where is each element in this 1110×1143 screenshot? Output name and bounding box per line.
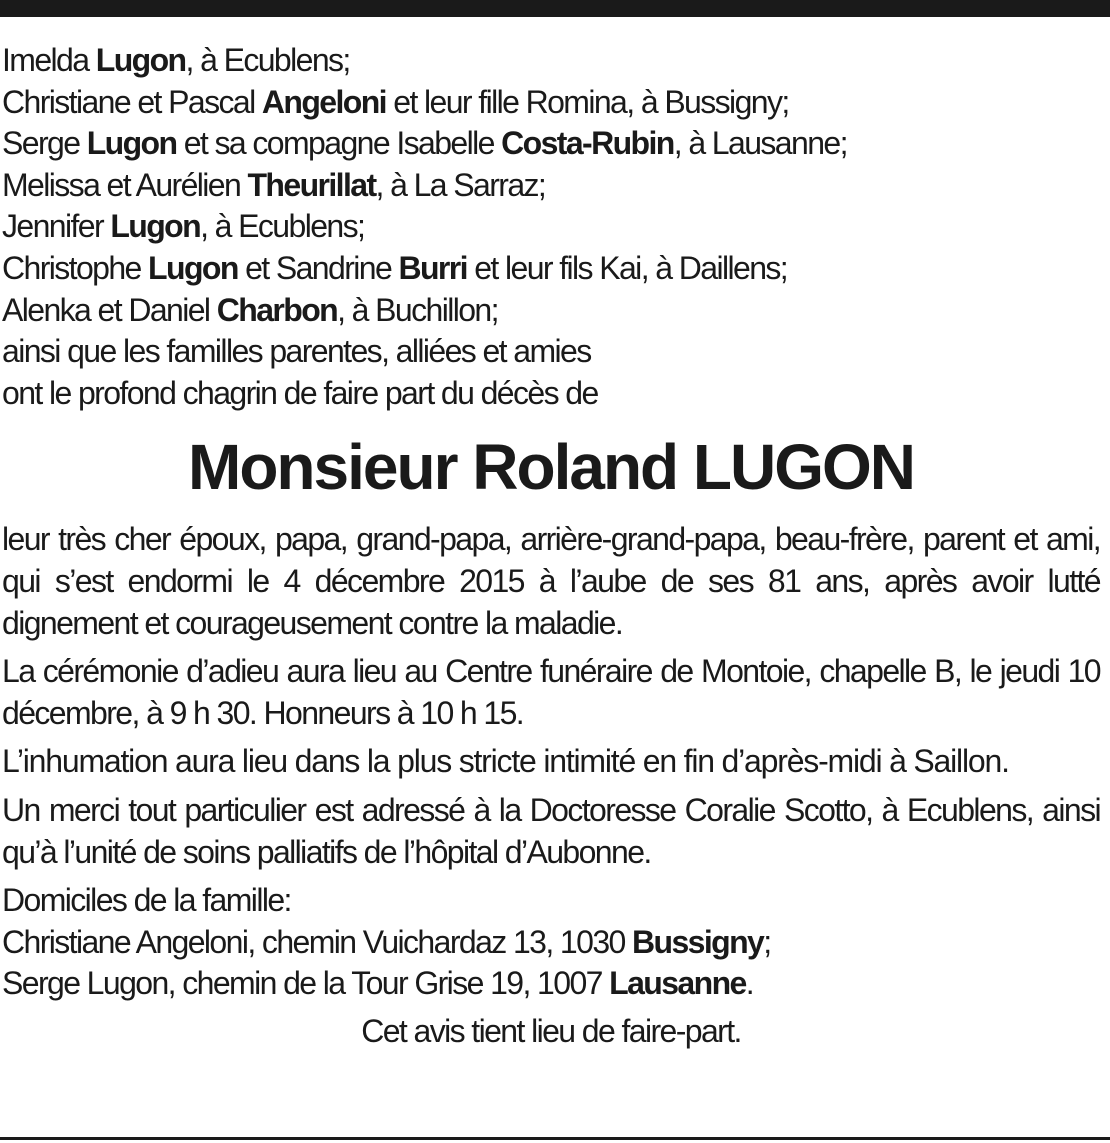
mourner-surname: Angeloni	[261, 83, 386, 120]
address-text: Serge Lugon, chemin de la Tour Grise 19, 1007	[2, 965, 610, 1002]
mourner-text: Melissa et Aurélien	[2, 166, 248, 203]
mourner-surname: Costa-Rubin	[501, 125, 674, 162]
mourner-surname: Burri	[398, 249, 467, 286]
address-city: Lausanne	[609, 965, 746, 1002]
families-line: ainsi que les familles parentes, alliées et amies	[2, 333, 591, 370]
mourner-surname: Lugon	[95, 42, 186, 78]
mourner-place: , à La Sarraz;	[375, 166, 546, 203]
address-city: Bussigny	[632, 923, 764, 960]
address-text: Christiane Angeloni, chemin Vuichardaz 13, 1030	[2, 923, 633, 960]
tribute-paragraph: leur très cher époux, papa, grand-papa, arrière-grand-papa, beau-frère, parent et ami, qui s’est endormi le 4 décembre 2015 à l’aube de ses 81 ans, après avoir lutté dignement et courageusement contre la maladie.	[2, 521, 1100, 641]
deceased-name: Monsieur Roland LUGON	[188, 431, 914, 504]
address-line	[2, 922, 1100, 964]
mourner-text: Serge	[2, 125, 87, 162]
bottom-rule	[0, 1137, 1110, 1140]
address-punct: ;	[763, 923, 771, 960]
mourner-text: Christophe	[2, 249, 149, 286]
mourner-place: , à Lausanne;	[673, 125, 847, 162]
mourners-list	[2, 40, 1100, 414]
mourner-surname: Lugon	[148, 249, 238, 286]
mourner-line	[2, 248, 1100, 290]
domiciles-block	[2, 880, 1100, 1005]
mourner-place: et leur fille Romina, à Bussigny;	[385, 83, 789, 120]
mourner-text: Christiane et Pascal	[2, 83, 262, 120]
mourner-text: Alenka et Daniel	[2, 291, 217, 328]
burial-paragraph: L’inhumation aura lieu dans la plus stricte intimité en fin d’après-midi à Saillon.	[2, 743, 1009, 780]
obituary-notice	[2, 40, 1100, 1052]
ceremony-paragraph: La cérémonie d’adieu aura lieu au Centre funéraire de Montoie, chapelle B, le jeudi 10 décembre, à 9 h 30. Honneurs à 10 h 15.	[2, 653, 1100, 731]
mourner-line	[2, 123, 1100, 165]
mourner-place: et leur fils Kai, à Daillens;	[466, 249, 788, 286]
announcement-line: ont le profond chagrin de faire part du décès de	[2, 374, 598, 411]
domiciles-heading: Domiciles de la famille:	[2, 882, 291, 919]
top-rule	[0, 0, 1110, 17]
mourner-line	[2, 165, 1100, 207]
mourner-text: Jennifer	[2, 208, 111, 245]
mourner-surname: Theurillat	[247, 166, 376, 203]
mourner-line	[2, 290, 1100, 332]
mourner-text: et sa compagne Isabelle	[176, 125, 502, 162]
mourner-place: , à Ecublens;	[200, 208, 365, 245]
address-line	[2, 963, 1100, 1005]
mourner-surname: Charbon	[216, 291, 338, 328]
mourner-line	[2, 82, 1100, 124]
address-punct: .	[745, 965, 754, 1002]
mourner-place: , à Ecublens;	[185, 42, 350, 78]
mourner-place: , à Buchillon;	[337, 291, 498, 328]
mourner-text: Imelda	[2, 42, 96, 78]
mourner-line	[2, 40, 1100, 82]
mourner-line	[2, 206, 1100, 248]
mourner-surname: Lugon	[110, 208, 201, 245]
thanks-paragraph: Un merci tout particulier est adressé à la Doctoresse Coralie Scotto, à Ecublens, ainsi qu’à l’unité de soins palliatifs de l’hôpital d’Aubonne.	[2, 791, 1100, 870]
closing-note: Cet avis tient lieu de faire-part.	[361, 1012, 741, 1049]
mourner-surname: Lugon	[86, 125, 177, 162]
mourner-text: et Sandrine	[237, 249, 399, 286]
